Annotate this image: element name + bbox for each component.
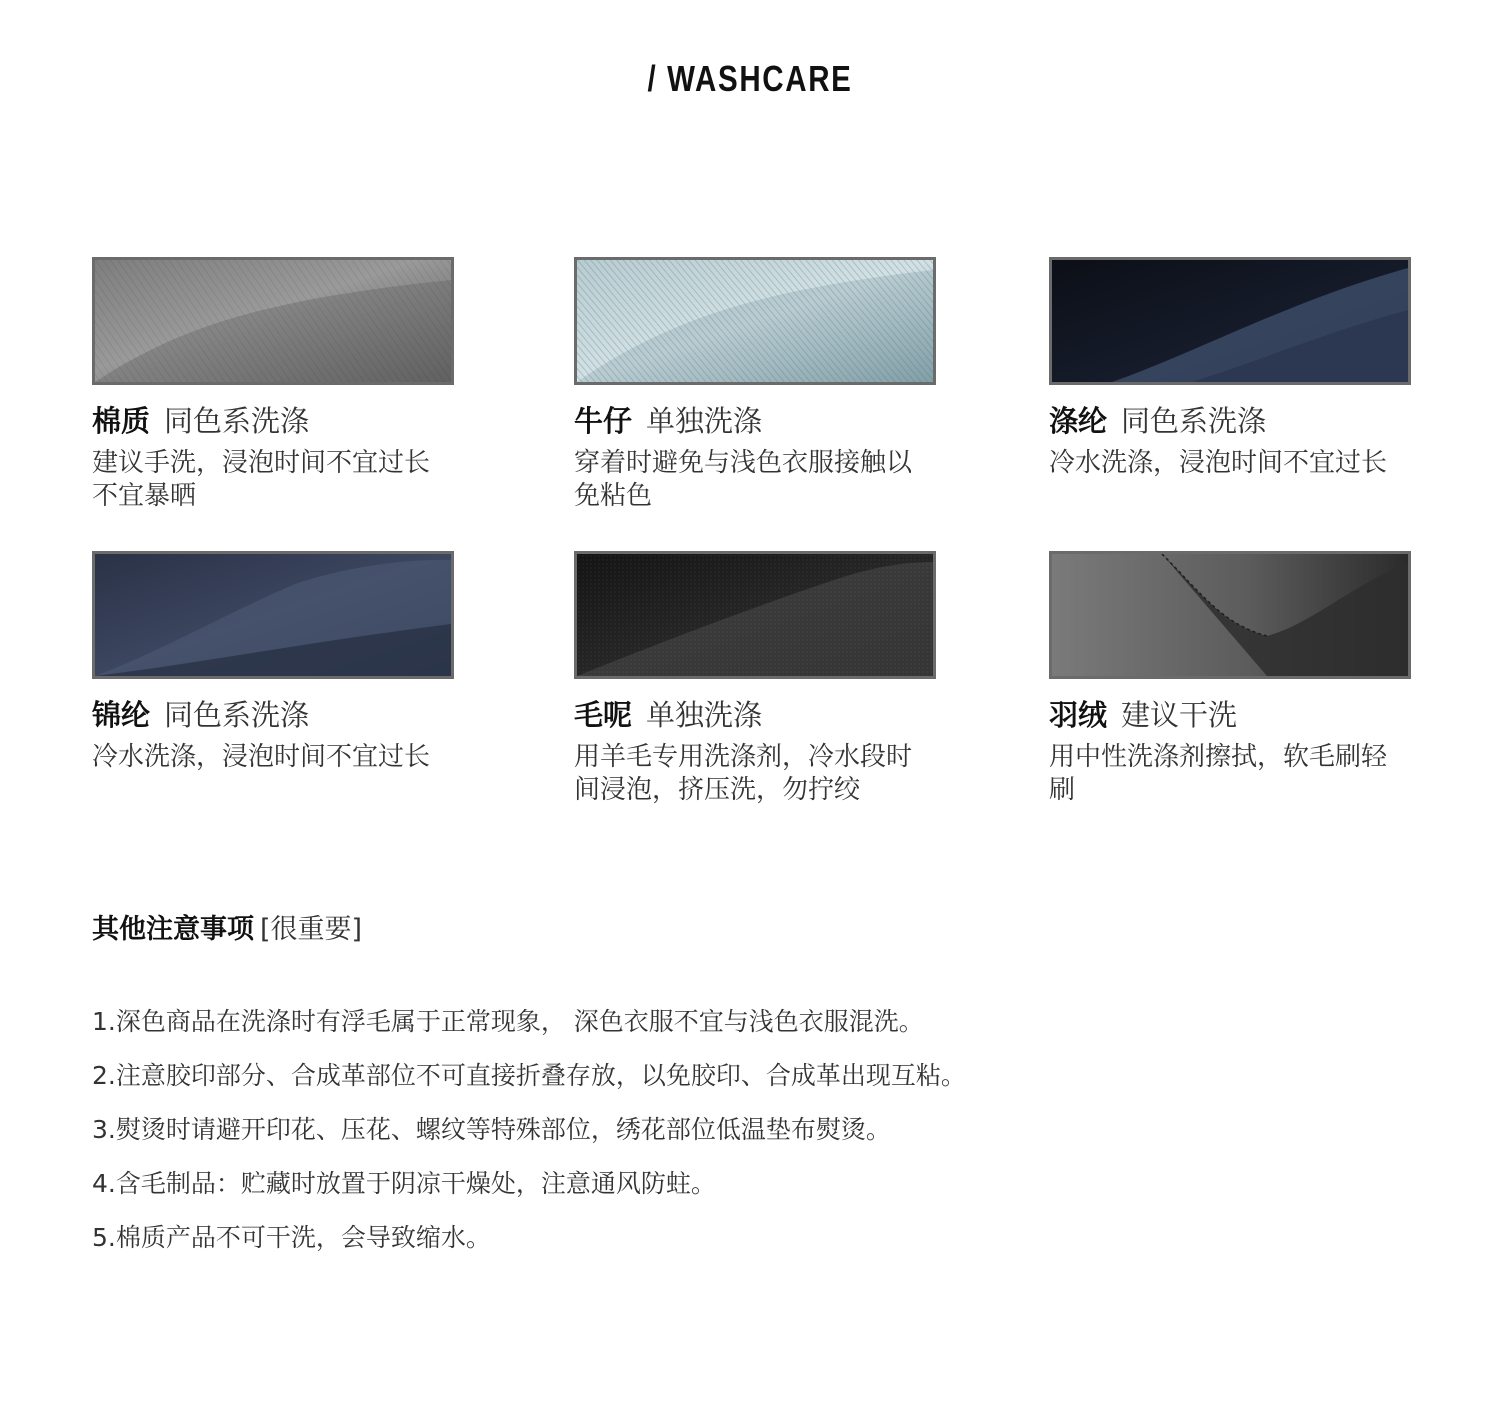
fabric-name: 棉质 — [92, 404, 151, 438]
care-description: 用中性洗涤剂擦拭，软毛刷轻刷 — [1049, 742, 1388, 805]
note-item: 1.深色商品在洗涤时有浮毛属于正常现象， 深色衣服不宜与浅色衣服混洗。 — [92, 1007, 924, 1036]
fabric-swatch-image — [1049, 257, 1411, 385]
wash-method: 同色系洗涤 — [164, 698, 310, 732]
nylon-fabric-image — [95, 554, 451, 676]
fabric-card-wool — [574, 551, 936, 807]
fabric-swatch-image — [1049, 551, 1411, 679]
notes-list — [92, 1004, 1392, 1274]
fabric-card-denim — [574, 257, 936, 513]
care-description: 穿着时避免与浅色衣服接触以免粘色 — [574, 448, 913, 511]
care-description: 用羊毛专用洗涤剂，冷水段时间浸泡，挤压洗，勿拧绞 — [574, 742, 913, 805]
fabric-card-polyester — [1049, 257, 1411, 480]
wool-fabric-image — [577, 554, 933, 676]
fabric-name: 牛仔 — [574, 404, 633, 438]
note-item: 4.含毛制品：贮藏时放置于阴凉干燥处，注意通风防蛀。 — [92, 1169, 716, 1198]
notes-title: 其他注意事项 — [92, 914, 254, 945]
fabric-swatch-image — [574, 257, 936, 385]
wash-method: 单独洗涤 — [646, 698, 763, 732]
fabric-swatch-image — [574, 551, 936, 679]
wash-method: 单独洗涤 — [646, 404, 763, 438]
down-fabric-image — [1052, 554, 1408, 676]
care-description: 冷水洗涤，浸泡时间不宜过长 — [1049, 448, 1388, 478]
note-item: 3.熨烫时请避开印花、压花、螺纹等特殊部位，绣花部位低温垫布熨烫。 — [92, 1115, 891, 1144]
polyester-fabric-image — [1052, 260, 1408, 382]
cotton-fabric-image — [95, 260, 451, 382]
notes-heading — [92, 912, 362, 948]
fabric-name: 羽绒 — [1049, 698, 1108, 732]
fabric-swatch-image — [92, 257, 454, 385]
fabric-card-nylon — [92, 551, 454, 774]
fabric-name: 毛呢 — [574, 698, 633, 732]
notes-importance-tag: [很重要] — [260, 914, 363, 945]
page-title: / WASHCARE — [647, 58, 853, 99]
wash-method: 同色系洗涤 — [164, 404, 310, 438]
fabric-card-down — [1049, 551, 1411, 807]
fabric-card-cotton — [92, 257, 454, 513]
fabric-swatch-image — [92, 551, 454, 679]
note-item: 2.注意胶印部分、合成革部位不可直接折叠存放，以免胶印、合成革出现互粘。 — [92, 1061, 966, 1090]
care-description: 建议手洗，浸泡时间不宜过长不宜暴晒 — [92, 448, 431, 511]
fabric-name: 锦纶 — [92, 698, 151, 732]
fabric-name: 涤纶 — [1049, 404, 1108, 438]
wash-method: 同色系洗涤 — [1121, 404, 1267, 438]
care-description: 冷水洗涤，浸泡时间不宜过长 — [92, 742, 431, 772]
denim-fabric-image — [577, 260, 933, 382]
note-item: 5.棉质产品不可干洗，会导致缩水。 — [92, 1223, 491, 1252]
wash-method: 建议干洗 — [1121, 698, 1238, 732]
